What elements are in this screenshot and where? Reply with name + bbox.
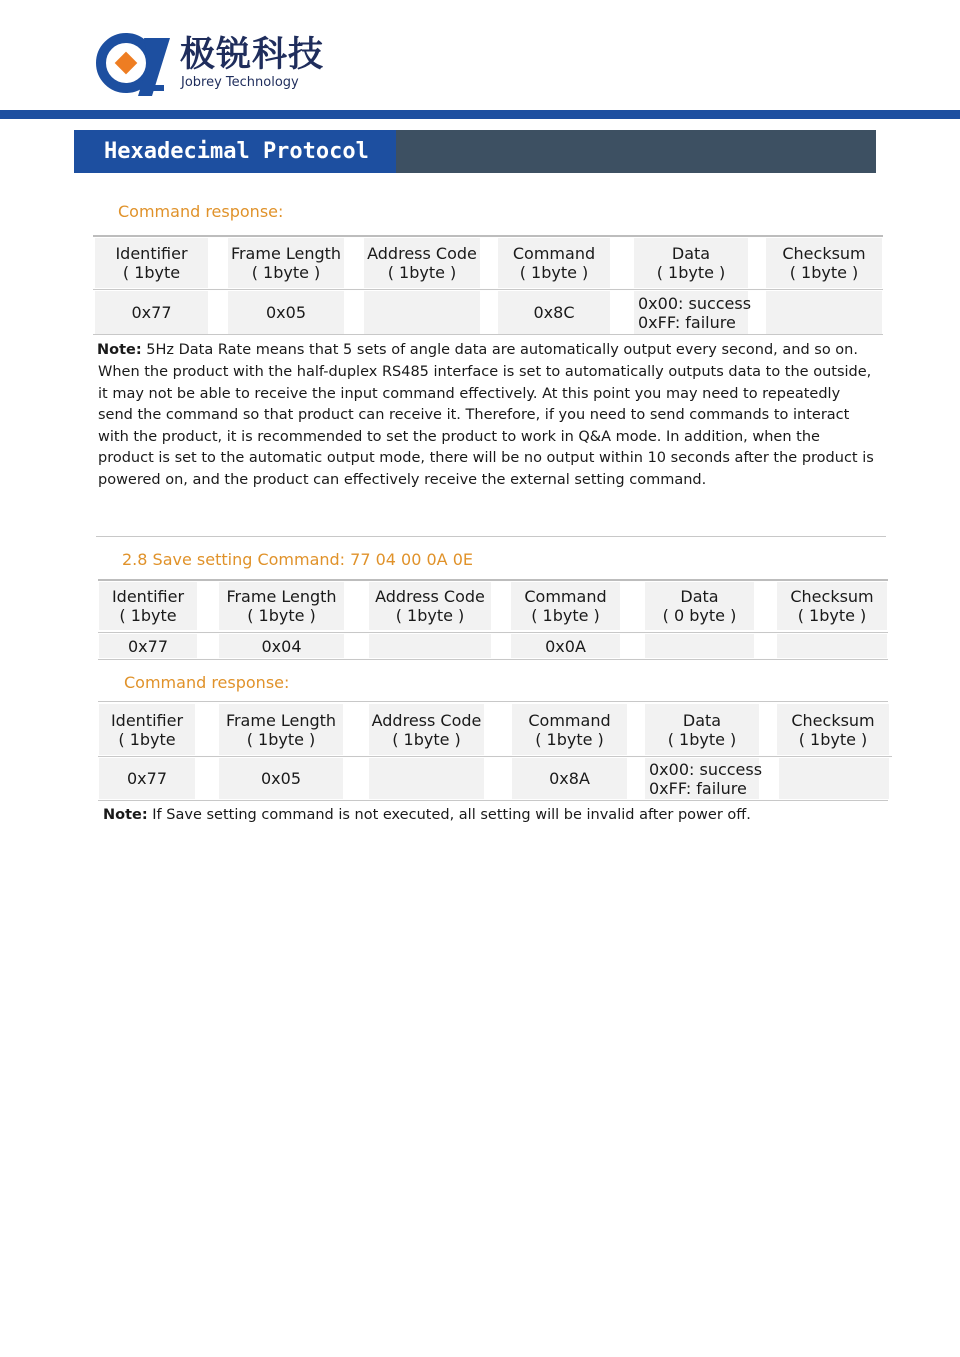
company-logo <box>94 30 170 96</box>
header-cell: Identifier ( 1byte <box>99 582 197 630</box>
header-cell: Identifier ( 1byte <box>95 238 208 288</box>
header-cell: Data ( 1byte ) <box>634 238 748 288</box>
section-heading: Command response: <box>124 673 290 692</box>
header-cell: Frame Length ( 1byte ) <box>219 582 344 630</box>
table-cell <box>645 634 754 658</box>
paragraph: When the product with the half-duplex RS485 interface is set to automatically outputs data to the outside, it may not be able to receive the input command effectively. At this point you may need to repeatedly send the command so that product can receive it. Therefore, if you need to send commands to interact with the product, it is recommended to set the product to work in Q&A mode. In addition, when the product is set to the automatic output mode, there will be no output within 10 seconds after the product is powered on, and the product can effectively receive the external setting command. <box>98 364 874 488</box>
table-rule <box>98 659 888 660</box>
title-banner-extension <box>396 130 876 173</box>
table-cell: 0x77 <box>99 634 197 658</box>
section-heading: Command response: <box>118 202 284 221</box>
table-cell: 0x8C <box>498 291 610 334</box>
table-cell: 0x04 <box>219 634 344 658</box>
table-cell: 0x05 <box>219 758 343 799</box>
page-title: Hexadecimal Protocol <box>104 139 369 164</box>
header-rule <box>0 110 960 119</box>
header-cell: Checksum ( 1byte ) <box>766 238 882 288</box>
table-cell: 0x8A <box>512 758 627 799</box>
header-cell: Checksum ( 1byte ) <box>777 582 887 630</box>
table-cell: 0x05 <box>228 291 344 334</box>
header-cell: Identifier ( 1byte <box>99 704 195 755</box>
header-cell: Command ( 1byte ) <box>512 704 627 755</box>
header-cell: Command ( 1byte ) <box>498 238 610 288</box>
company-name-cn: 极锐科技 <box>180 35 325 75</box>
table-rule <box>98 701 888 702</box>
table-cell: 0x0A <box>511 634 620 658</box>
table-cell <box>369 758 484 799</box>
table-rule <box>98 756 892 757</box>
table-cell: 0x77 <box>99 758 195 799</box>
header-cell: Address Code ( 1byte ) <box>364 238 480 288</box>
table-cell <box>779 758 889 799</box>
table-rule <box>98 632 888 633</box>
header-cell: Address Code ( 1byte ) <box>369 582 491 630</box>
header-cell: Address Code ( 1byte ) <box>369 704 484 755</box>
header-cell: Frame Length ( 1byte ) <box>228 238 344 288</box>
company-name-en: Jobrey Technology <box>181 75 299 90</box>
header-cell: Data ( 1byte ) <box>645 704 759 755</box>
table-cell: 0x00: success 0xFF: failure <box>634 291 748 334</box>
table-rule <box>98 800 888 801</box>
header-cell: Command ( 1byte ) <box>511 582 620 630</box>
table-rule <box>93 235 883 237</box>
table-cell <box>369 634 491 658</box>
header-cell: Data ( 0 byte ) <box>645 582 754 630</box>
header-cell: Checksum ( 1byte ) <box>777 704 889 755</box>
table-cell: 0x77 <box>95 291 208 334</box>
table-cell <box>364 291 480 334</box>
table-rule <box>98 579 888 581</box>
note: Note: If Save setting command is not executed, all setting will be invalid after power off. <box>103 807 751 823</box>
note: Note: 5Hz Data Rate means that 5 sets of angle data are automatically output every second, and so on. <box>97 342 858 358</box>
table-cell <box>777 634 887 658</box>
table-rule <box>93 289 883 290</box>
section-heading: 2.8 Save setting Command: 77 04 00 0A 0E <box>122 550 473 569</box>
table-cell: 0x00: success 0xFF: failure <box>645 758 759 799</box>
table-cell <box>766 291 882 334</box>
header-cell: Frame Length ( 1byte ) <box>219 704 343 755</box>
section-divider <box>96 536 886 537</box>
table-rule <box>93 334 883 335</box>
